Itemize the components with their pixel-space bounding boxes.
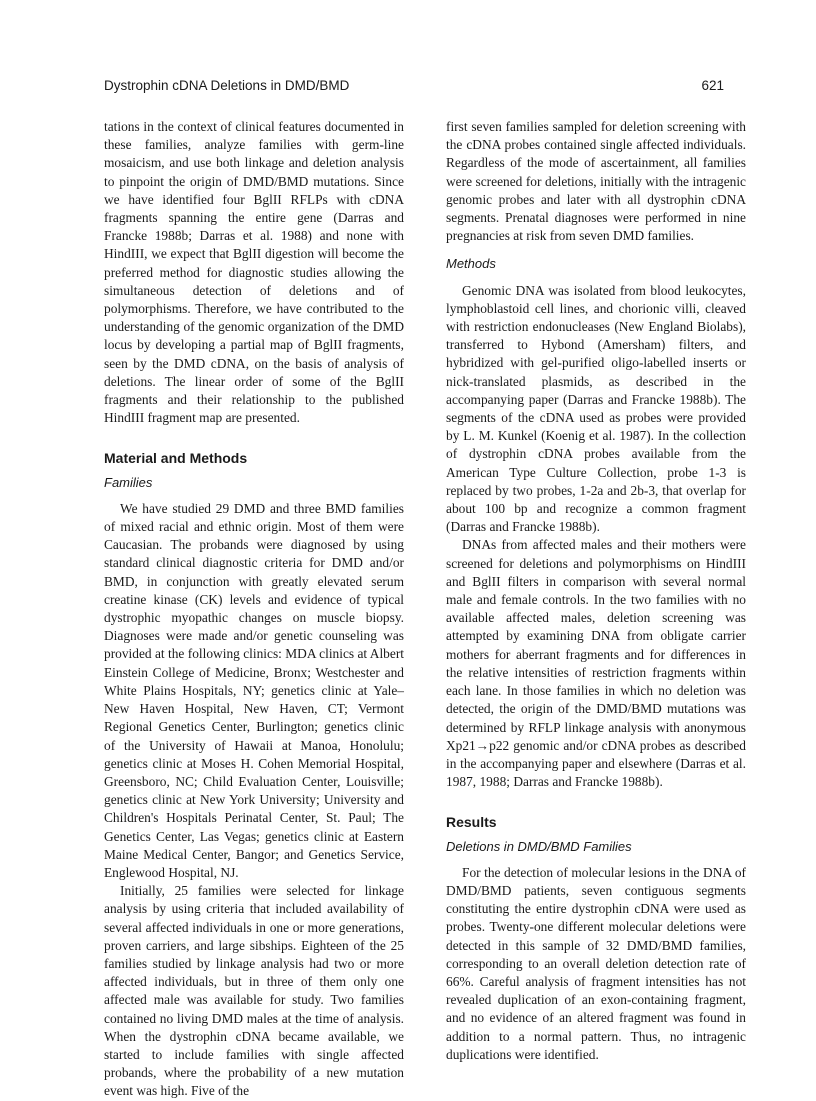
paragraph-results-1: For the detection of molecular lesions in the DNA of DMD/BMD patients, seven contiguous segments constituting the entire dystrophin cDNA were used as probes. Twenty-one different molecular deletions were detected in this sample of 32 DMD/BMD families, corresponding to an overall deletion detection rate of 66%. Careful analysis of fragment intensities has not revealed duplication of an exon-containing fragment, and no evidence of an altered fragment was found in addition to a normal pattern. Thus, no intragenic duplications were identified. [446, 864, 746, 1062]
section-heading-materials-methods: Material and Methods [104, 450, 248, 467]
running-header [104, 78, 724, 100]
paragraph-intro-continued: tations in the context of clinical features documented in these families, analyze families with germ-line mosaicism, and use both linkage and deletion analysis to pinpoint the origin of DMD/BMD mutations. Since we have identified four BglII RFLPs with cDNA fragments spanning the entire gene (Darras and Francke 1988b; Darras et al. 1988) and none with HindIII, we expect that BglII digestion will become the preferred method for diagnostic studies allowing the simultaneous detection of deletions and of polymorphisms. Therefore, we have contributed to the understanding of the genomic organization of the DMD locus by developing a partial map of BglII fragments, seen by the DMD cDNA, on the basis of analysis of deletions. The linear order of some of the BglII fragments and their relationship to the published HindIII fragment map are presented. [104, 119, 404, 426]
subsection-heading-deletions: Deletions in DMD/BMD Families [446, 838, 632, 854]
paragraph-families-1: We have studied 29 DMD and three BMD families of mixed racial and ethnic origin. Most of them were Caucasian. The probands were diagnosed by using standard clinical diagnostic criteria for DMD and/or BMD, in conjunction with greatly elevated serum creatine kinase (CK) levels and evidence of typical dystrophic myopathic changes on muscle biopsy. Diagnoses were made and/or genetic counseling was provided at the following clinics: MDA clinics at Albert Einstein College of Medicine, Bronx; Westchester and White Plains Hospitals, NY; genetics clinic at Yale–New Haven Hospital, New Haven, CT; Vermont Regional Genetics Center, Burlington; genetics clinic of the University of Hawaii at Manoa, Honolulu; genetics clinic at Moses H. Cohen Memorial Hospital, Greensboro, NC; Child Evaluation Center, Louisville; genetics clinic at New York University; University and Children's Hospitals Perinatal Center, St. Paul; The Genetics Center, Las Vegas; genetics clinic at Eastern Maine Medical Center, Bangor; and Genetics Service, Englewood Hospital, NJ. [104, 500, 404, 880]
paragraph-families-continued: first seven families sampled for deletion screening with the cDNA probes contained single affected individuals. Regardless of the mode of ascertainment, all families were screened for deletions, initially with the intragenic genomic probes and later with all dystrophin cDNA segments. Prenatal diagnoses were performed in nine pregnancies at risk from seven DMD families. [446, 119, 746, 244]
subsection-heading-families: Families [104, 474, 153, 490]
running-title: Dystrophin cDNA Deletions in DMD/BMD [104, 78, 350, 93]
paragraph-methods-1: Genomic DNA was isolated from blood leukocytes, lymphoblastoid cell lines, and chorionic villi, cleaved with restriction endonucleases (New England Biolabs), transferred to Hybond (Amersham) filters, and hybridized with gel-purified oligo-labelled inserts or nick-translated plasmids, as described in the accompanying paper (Darras and Francke 1988b). The segments of the cDNA used as probes were provided by L. M. Kunkel (Koenig et al. 1987). In the collection of dystrophin cDNA probes available from the American Type Culture Collection, probe 1-3 is replaced by two probes, 1-2a and 2b-3, that overlap for about 100 bp and recognize a common fragment (Darras and Francke 1988b). [446, 282, 746, 535]
section-heading-results: Results [446, 814, 497, 831]
paragraph-families-2: Initially, 25 families were selected for linkage analysis by using criteria that included availability of several affected individuals in one or more generations, proven carriers, and large sibships. Eighteen of the 25 families studied by linkage analysis had two or more affected individuals, but in three of them only one affected male was available for study. Two families contained no living DMD males at the time of analysis. When the dystrophin cDNA became available, we started to include families with single affected probands, where the probability of a new mutation event was high. Five of the [104, 883, 404, 1099]
page-number: 621 [701, 78, 724, 93]
right-column [446, 118, 746, 1064]
subsection-heading-methods: Methods [446, 256, 496, 272]
paragraph-methods-2: DNAs from affected males and their mothers were screened for deletions and polymorphisms on HindIII and BglII filters in comparison with several normal male and female controls. In the two families with no available affected males, deletion screening was attempted by examining DNA from obligate carrier mothers for aberrant fragments and for differences in the relative intensities of restriction fragments within each lane. In those families in which no deletion was detected, the origin of the DMD/BMD mutations was determined by RFLP linkage analysis with anonymous Xp21→p22 genomic and/or cDNA probes as described in the accompanying paper and elsewhere (Darras et al. 1987, 1988; Darras and Francke 1988b). [446, 537, 746, 790]
left-column [104, 118, 404, 1101]
